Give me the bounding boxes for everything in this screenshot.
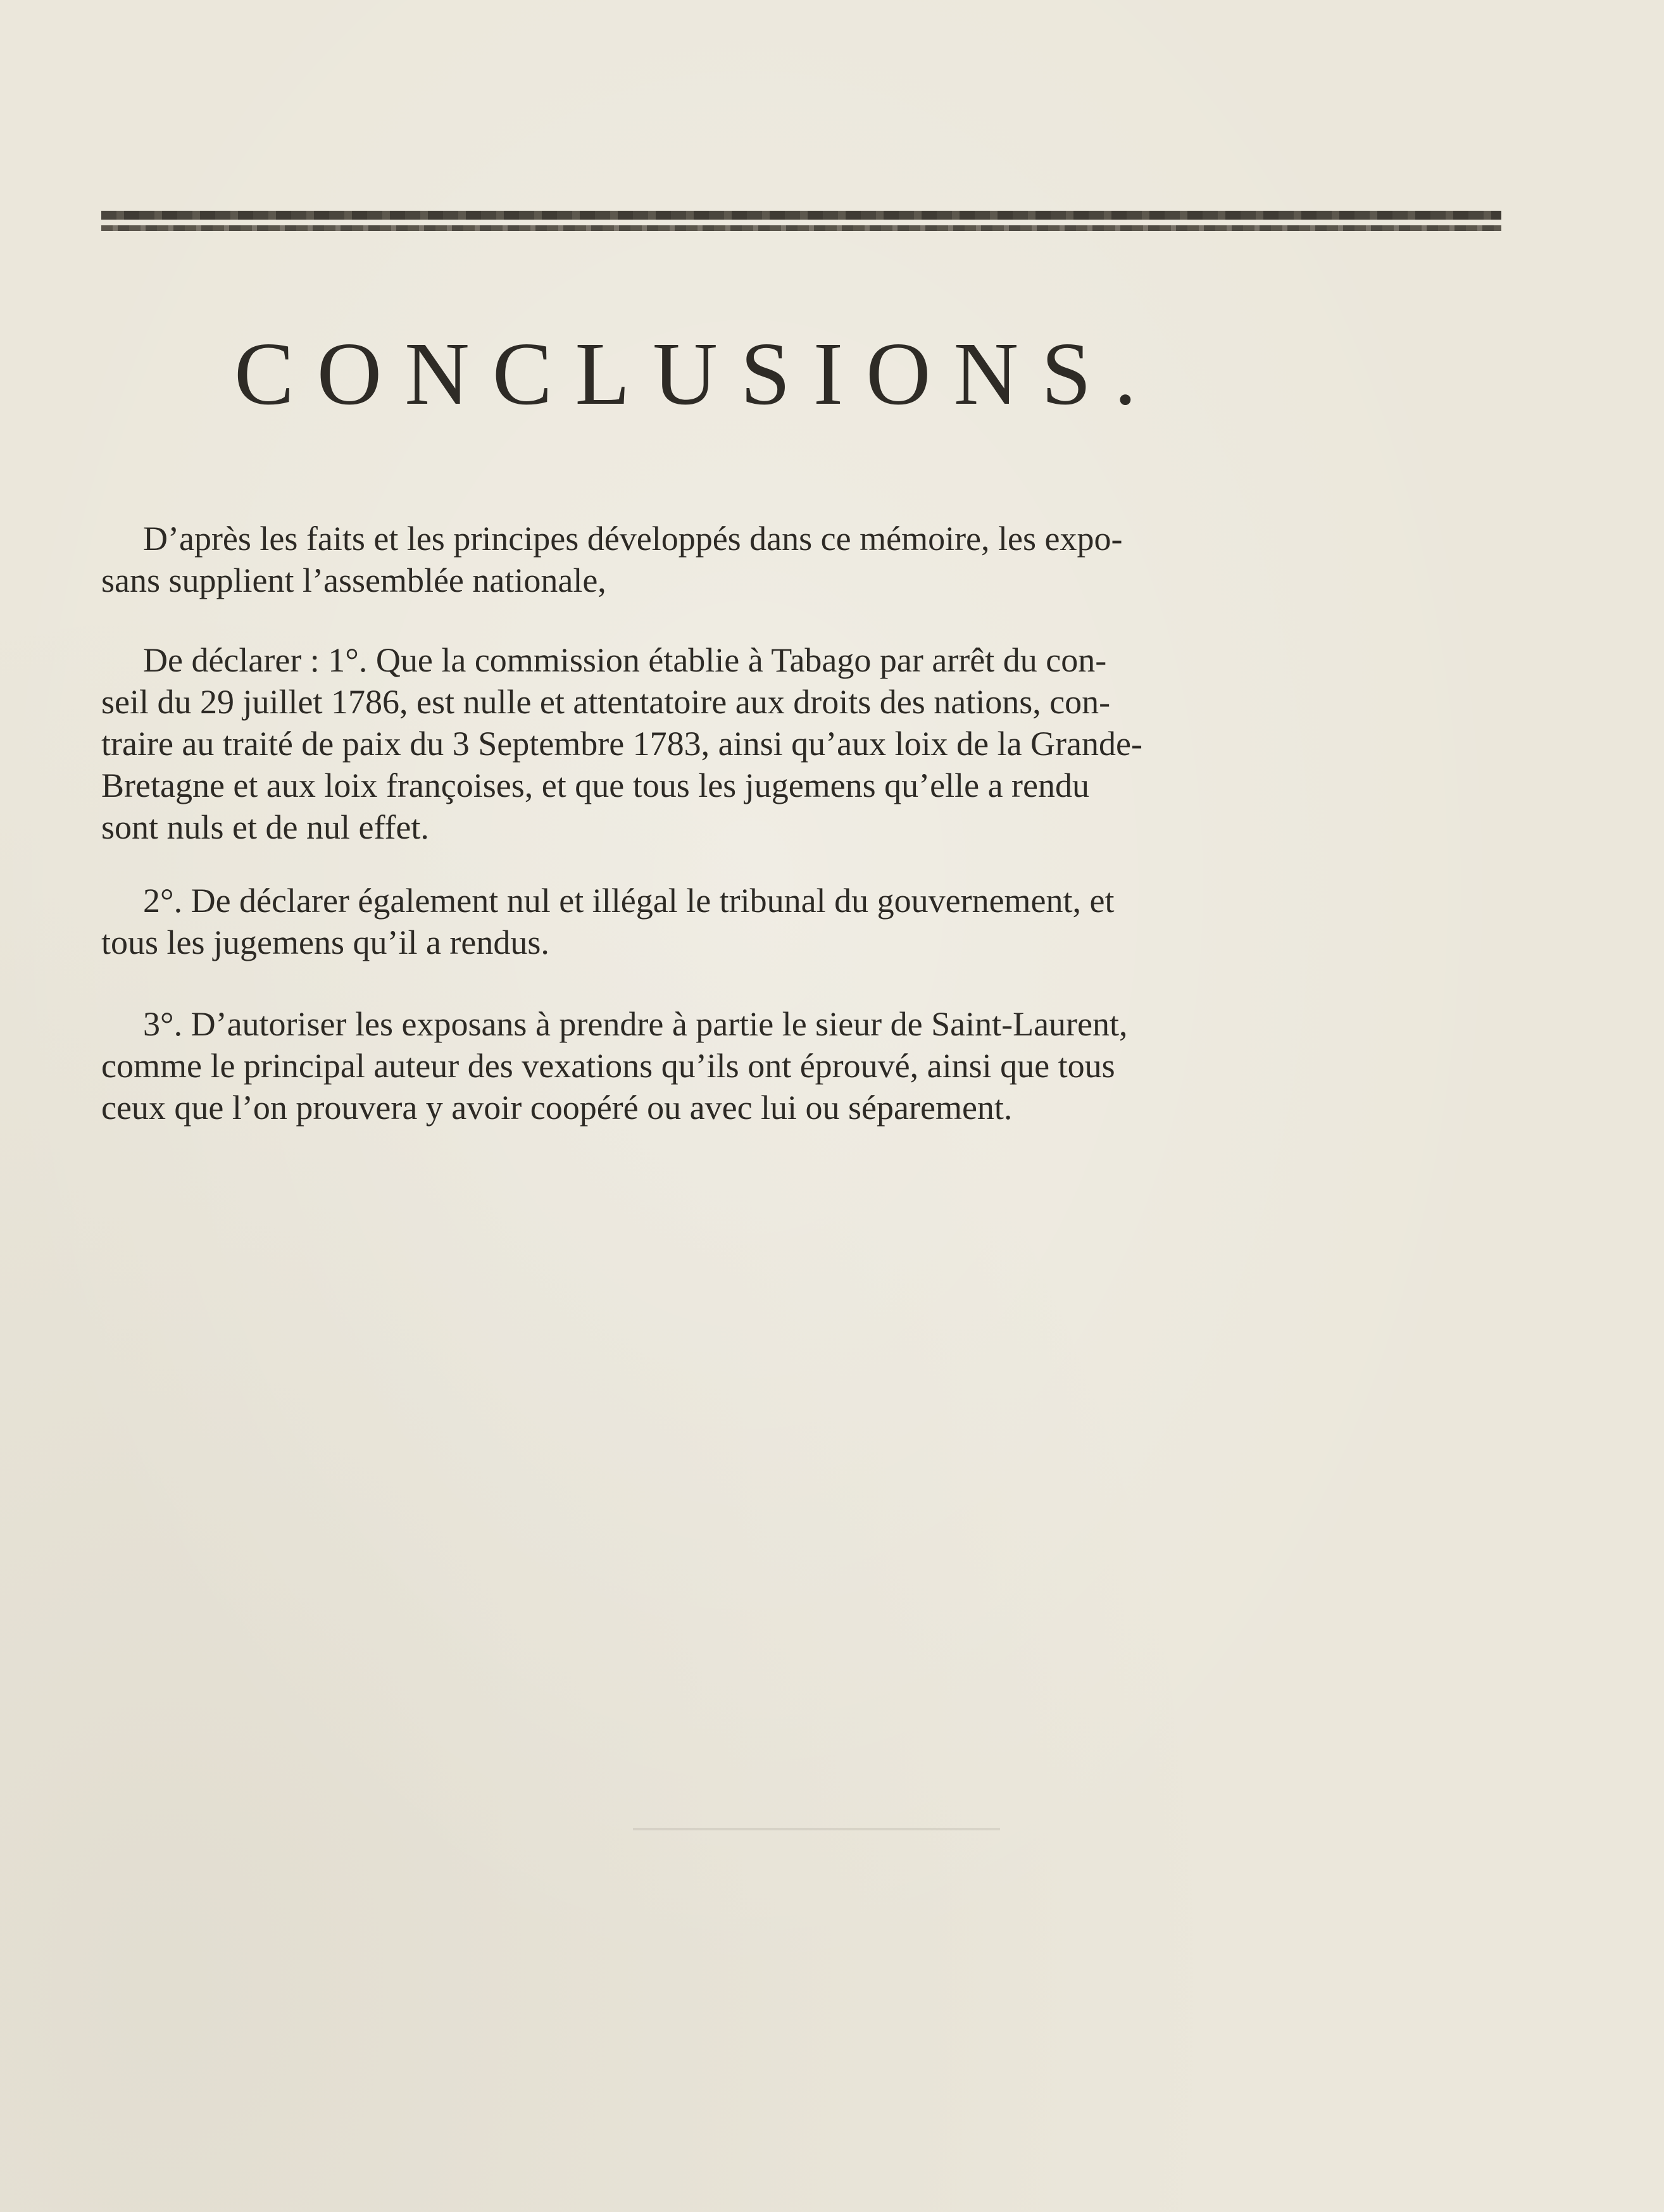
text-line: De déclarer : 1°. Que la commission établie à Tabago par arrêt du con- bbox=[143, 641, 1107, 679]
text-line: D’après les faits et les principes développés dans ce mémoire, les expo- bbox=[143, 520, 1123, 558]
decorative-rule-thin bbox=[101, 225, 1501, 231]
paragraph-conclusion-3 bbox=[101, 1003, 1529, 1128]
text-line: sont nuls et de nul effet. bbox=[101, 808, 429, 846]
text-line: 2°. De déclarer également nul et illégal le tribunal du gouvernement, et bbox=[143, 882, 1115, 920]
text-line: sans supplient l’assemblée nationale, bbox=[101, 561, 606, 599]
text-line: comme le principal auteur des vexations qu’ils ont éprouvé, ainsi que tous bbox=[101, 1047, 1115, 1085]
page-title: CONCLUSIONS. bbox=[234, 323, 1160, 423]
text-line: tous les jugemens qu’il a rendus. bbox=[101, 923, 549, 961]
paragraph-conclusion-1 bbox=[101, 639, 1529, 848]
paragraph-intro bbox=[101, 518, 1529, 601]
text-line: traire au traité de paix du 3 Septembre 1783, ainsi qu’aux loix de la Grande- bbox=[101, 725, 1142, 763]
text-line: 3°. D’autoriser les exposans à prendre à partie le sieur de Saint-Laurent, bbox=[143, 1005, 1128, 1043]
decorative-rule-thick bbox=[101, 211, 1501, 220]
text-line: seil du 29 juillet 1786, est nulle et attentatoire aux droits des nations, con- bbox=[101, 683, 1111, 721]
paragraph-conclusion-2 bbox=[101, 880, 1529, 963]
text-line: Bretagne et aux loix françoises, et que tous les jugemens qu’elle a rendu bbox=[101, 766, 1089, 804]
text-line: ceux que l’on prouvera y avoir coopéré ou avec lui ou séparement. bbox=[101, 1089, 1013, 1127]
bleed-through-bottom bbox=[57, 1127, 1475, 1570]
bleed-through-rule bbox=[633, 1828, 1000, 1830]
